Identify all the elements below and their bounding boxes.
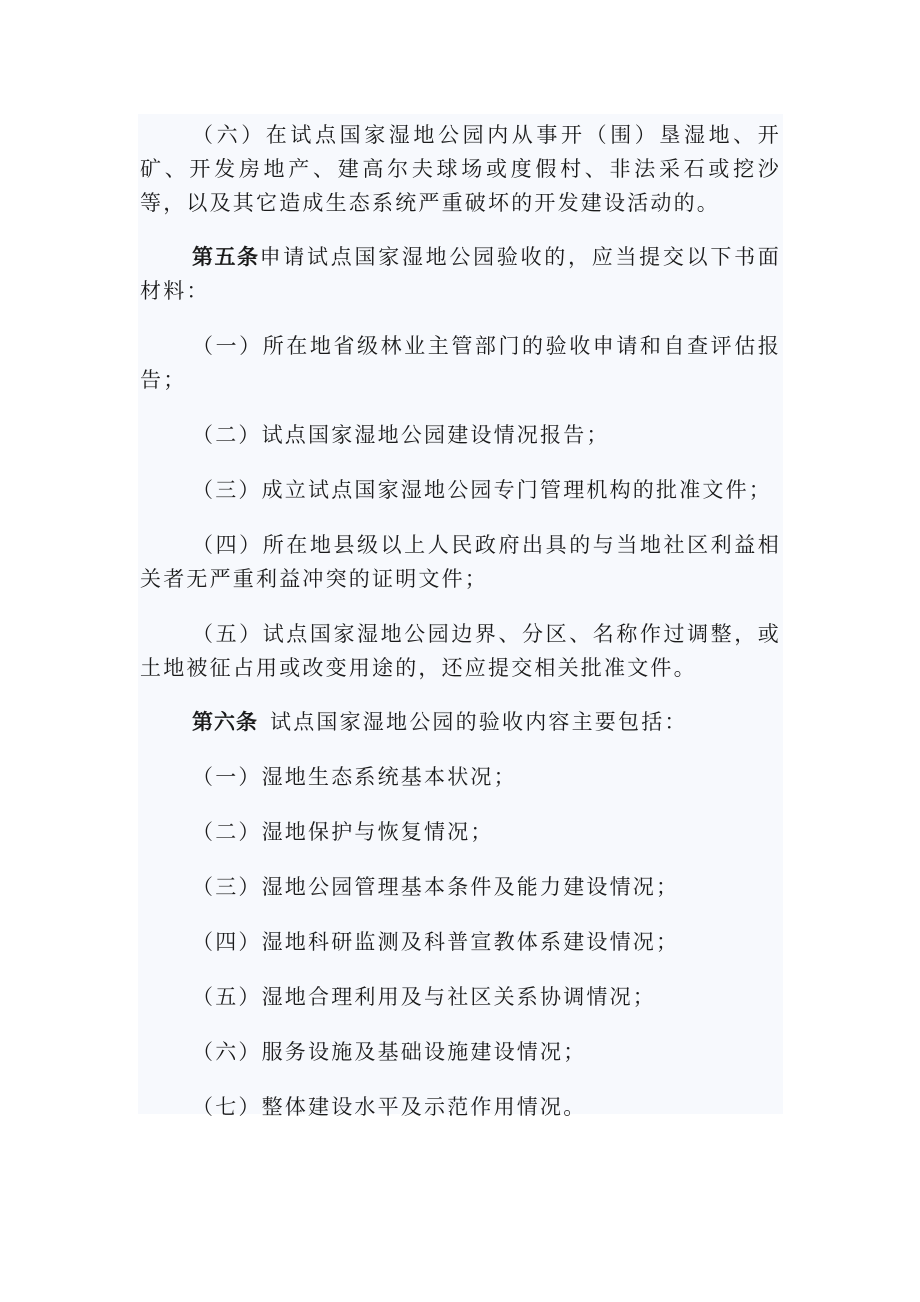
article-6-item-5: （五）湿地合理利用及与社区关系协调情况； bbox=[192, 985, 656, 1009]
article-6-item-3: （三）湿地公园管理基本条件及能力建设情况； bbox=[192, 875, 680, 899]
article-5-item-1: （一）所在地省级林业主管部门的验收申请和自查评估报告； bbox=[140, 334, 781, 392]
article-6-body: 试点国家湿地公园的验收内容主要包括： bbox=[270, 710, 688, 734]
article-6-item-6: （六）服务设施及基础设施建设情况； bbox=[192, 1040, 587, 1064]
article-5 bbox=[138, 240, 783, 308]
article-5-item-4: （四）所在地县级以上人民政府出具的与当地社区利益相关者无严重利益冲突的证明文件； bbox=[140, 533, 781, 591]
article-6-item-2: （二）湿地保护与恢复情况； bbox=[192, 820, 494, 844]
document-body bbox=[138, 114, 783, 1119]
article-6-item-7: （七）整体建设水平及示范作用情况。 bbox=[192, 1095, 587, 1119]
article-5-item-2: （二）试点国家湿地公园建设情况报告； bbox=[192, 423, 610, 447]
article-6 bbox=[138, 705, 783, 739]
article-5-item-5: （五）试点国家湿地公园边界、分区、名称作过调整，或土地被征占用或改变用途的，还应提交相关批准文件。 bbox=[140, 622, 781, 680]
article-6-item-1: （一）湿地生态系统基本状况； bbox=[192, 765, 517, 789]
article-6-heading: 第六条 bbox=[192, 710, 258, 734]
article-6-item-4: （四）湿地科研监测及科普宣教体系建设情况； bbox=[192, 930, 680, 954]
article-5-item-3: （三）成立试点国家湿地公园专门管理机构的批准文件； bbox=[192, 478, 772, 502]
paragraph-item-6-prohibited-activities: （六）在试点国家湿地公园内从事开（围）垦湿地、开矿、开发房地产、建高尔夫球场或度假村、非法采石或挖沙等，以及其它造成生态系统严重破坏的开发建设活动的。 bbox=[140, 123, 781, 215]
article-5-heading: 第五条 bbox=[192, 245, 260, 269]
article-5-body: 申请试点国家湿地公园验收的，应当提交以下书面材料： bbox=[140, 245, 781, 303]
